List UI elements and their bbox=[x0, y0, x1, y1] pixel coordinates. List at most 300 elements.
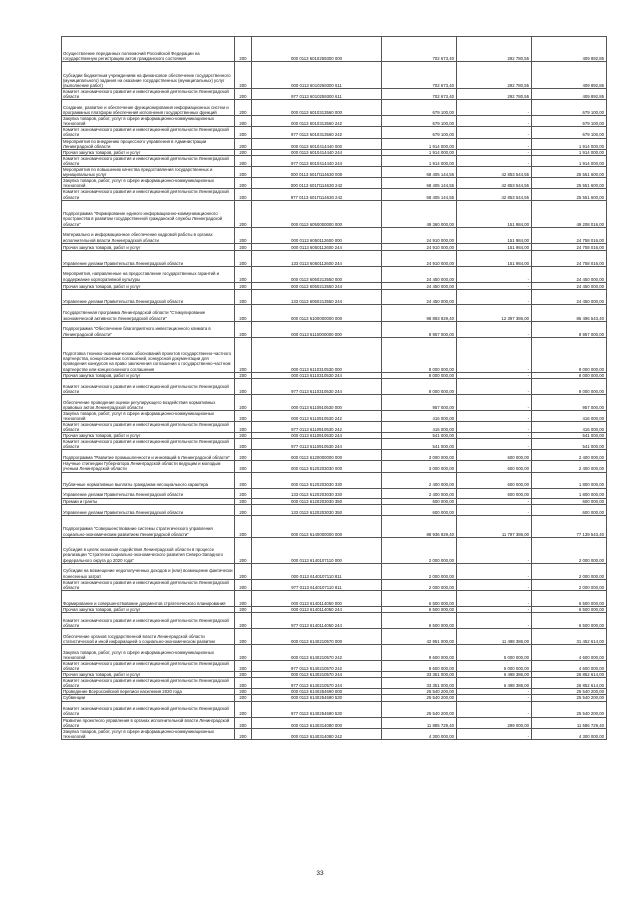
row-kbk: 000 0113 6140254690 000 bbox=[252, 689, 382, 695]
row-name: Подпрограмма "Развитие промышленности и инноваций в Ленинградской области" bbox=[62, 450, 235, 461]
row-remaining: 25 540 200,00 bbox=[532, 689, 607, 695]
table-row bbox=[62, 563, 607, 579]
row-code: 200 bbox=[235, 178, 252, 189]
row-kbk: 000 0113 6110910530 244 bbox=[252, 433, 382, 439]
row-approved: 25 540 200,00 bbox=[382, 689, 457, 695]
row-approved: 4 300 000,00 bbox=[382, 728, 457, 739]
row-executed: 151 984,00 bbox=[457, 200, 532, 227]
table-row bbox=[62, 62, 607, 89]
row-name: Субсидии бюджетным учреждениям на финансовое обеспечение государственного (муниципального) задания на оказание государственных (муниципальных) услуг (выполнение работ) bbox=[62, 62, 235, 89]
budget-table-body bbox=[62, 37, 607, 740]
row-remaining: 24 758 016,00 bbox=[532, 227, 607, 243]
row-executed: - bbox=[457, 439, 532, 450]
row-kbk: 000 0113 6140107110 811 bbox=[252, 563, 382, 579]
row-kbk: 133 0113 6120203030 350 bbox=[252, 504, 382, 515]
row-code: 200 bbox=[235, 378, 252, 394]
row-executed: - bbox=[457, 138, 532, 149]
row-code: 200 bbox=[235, 504, 252, 515]
row-name: Субсидии на возмещение недополученных доходов и (или) возмещение фактически понесенных затрат bbox=[62, 563, 235, 579]
row-name: Комитет экономического развития и инвестиционной деятельности Ленинградской области bbox=[62, 660, 235, 671]
row-remaining: 4 300 000,00 bbox=[532, 728, 607, 739]
row-approved: 679 100,00 bbox=[382, 100, 457, 116]
row-code: 200 bbox=[235, 678, 252, 689]
row-name: Комитет экономического развития и инвестиционной деятельности Ленинградской области bbox=[62, 421, 235, 432]
row-kbk: 000 0113 6140210570 242 bbox=[252, 644, 382, 660]
row-name: Подпрограмма "Формирование единого информационно-коммуникационного пространства в развитии государственной гражданской службы Ленинградской области" bbox=[62, 200, 235, 227]
table-row bbox=[62, 100, 607, 116]
row-executed: 299 000,00 bbox=[457, 717, 532, 728]
row-name: Закупка товаров, работ, услуг в сфере информационно-коммуникационных технологий bbox=[62, 728, 235, 739]
row-remaining: 1 914 000,00 bbox=[532, 155, 607, 166]
row-code: 200 bbox=[235, 689, 252, 695]
row-executed: 292 780,55 bbox=[457, 89, 532, 100]
row-code: 200 bbox=[235, 250, 252, 266]
row-remaining: 1 800 000,00 bbox=[532, 472, 607, 488]
row-executed: - bbox=[457, 127, 532, 138]
row-name: Субсидия в целях оказания содействия Ленинградской области в процессе реализации "Стратегии социально-экономического развития Северо-Западного федерального округа до 2020 года" bbox=[62, 537, 235, 563]
row-executed: 600 000,00 bbox=[457, 461, 532, 472]
row-approved: 416 000,00 bbox=[382, 421, 457, 432]
row-code: 200 bbox=[235, 488, 252, 498]
row-approved: 24 910 000,00 bbox=[382, 243, 457, 250]
row-executed: - bbox=[457, 537, 532, 563]
table-row bbox=[62, 266, 607, 282]
row-code: 200 bbox=[235, 304, 252, 321]
row-executed: - bbox=[457, 563, 532, 579]
row-remaining: 25 551 600,00 bbox=[532, 189, 607, 200]
row-code: 200 bbox=[235, 127, 252, 138]
row-name: Прочая закупка товаров, работ и услуг bbox=[62, 282, 235, 289]
row-name: Прочая закупка товаров, работ и услуг bbox=[62, 606, 235, 612]
row-approved: 6 500 000,00 bbox=[382, 606, 457, 612]
table-row bbox=[62, 155, 607, 166]
row-name: Проведение Всероссийской переписи населения 2020 года bbox=[62, 689, 235, 695]
row-executed: - bbox=[457, 606, 532, 612]
row-name: Подпрограмма "Обеспечение благоприятного инвестиционного климата в Ленинградской области" bbox=[62, 321, 235, 337]
row-remaining: 1 800 000,00 bbox=[532, 488, 607, 498]
row-code: 200 bbox=[235, 579, 252, 590]
row-name: Создание, развитие и обеспечение функционирования информационных систем и программных платформ обеспечения исполнения государственных функций bbox=[62, 100, 235, 116]
row-remaining: 2 000 000,00 bbox=[532, 579, 607, 590]
row-approved: 49 360 000,00 bbox=[382, 200, 457, 227]
row-name: Прочая закупка товаров, работ и услуг bbox=[62, 672, 235, 678]
row-approved: 88 936 929,40 bbox=[382, 515, 457, 537]
table-row bbox=[62, 701, 607, 717]
table-row bbox=[62, 37, 607, 62]
row-approved: 2 400 000,00 bbox=[382, 472, 457, 488]
row-executed: 12 397 386,00 bbox=[457, 304, 532, 321]
row-executed: - bbox=[457, 701, 532, 717]
row-executed: - bbox=[457, 266, 532, 282]
row-name: Закупка товаров, работ, услуг в сфере информационно-коммуникационных технологий bbox=[62, 178, 235, 189]
table-row bbox=[62, 321, 607, 337]
row-approved: 679 100,00 bbox=[382, 116, 457, 127]
row-approved: 679 100,00 bbox=[382, 127, 457, 138]
row-name: Обеспечение проведения оценки регулирующего воздействия нормативных правовых актов Ленинградской области bbox=[62, 394, 235, 410]
row-remaining: 86 496 543,40 bbox=[532, 304, 607, 321]
table-row bbox=[62, 394, 607, 410]
row-executed: 151 984,00 bbox=[457, 227, 532, 243]
row-kbk: 977 0113 601П114630 242 bbox=[252, 189, 382, 200]
row-executed: - bbox=[457, 372, 532, 378]
row-code: 200 bbox=[235, 149, 252, 155]
row-remaining: 8 000 000,00 bbox=[532, 372, 607, 378]
row-code: 200 bbox=[235, 138, 252, 149]
row-name: Подпрограмма "Совершенствование системы стратегического управления социально-экономическим развитием Ленинградской области" bbox=[62, 515, 235, 537]
row-approved: 1 914 000,00 bbox=[382, 149, 457, 155]
row-kbk: 000 0113 6120000000 000 bbox=[252, 450, 382, 461]
row-code: 200 bbox=[235, 628, 252, 644]
row-executed: - bbox=[457, 579, 532, 590]
row-kbk: 000 0113 601П114630 000 bbox=[252, 167, 382, 178]
row-remaining: 49 208 016,00 bbox=[532, 200, 607, 227]
row-executed: - bbox=[457, 394, 532, 410]
row-code: 200 bbox=[235, 321, 252, 337]
table-row bbox=[62, 660, 607, 671]
row-name: Закупка товаров, работ, услуг в сфере информационно-коммуникационных технологий bbox=[62, 116, 235, 127]
row-code: 200 bbox=[235, 337, 252, 372]
row-remaining: 679 100,00 bbox=[532, 116, 607, 127]
row-approved: 33 351 000,00 bbox=[382, 678, 457, 689]
row-name: Мероприятия по повышению качества предоставления государственных и муниципальных услуг bbox=[62, 167, 235, 178]
row-kbk: 977 0113 6010414440 244 bbox=[252, 155, 382, 166]
row-name: Осуществление переданных полномочий Российской Федерации на государственную регистрацию актов гражданского состояния bbox=[62, 37, 235, 62]
row-code: 200 bbox=[235, 498, 252, 504]
row-code: 200 bbox=[235, 266, 252, 282]
row-kbk: 000 0113 6140254690 530 bbox=[252, 695, 382, 701]
row-code: 200 bbox=[235, 394, 252, 410]
row-kbk: 000 0113 6050112600 244 bbox=[252, 243, 382, 250]
row-kbk: 977 0113 6110310530 244 bbox=[252, 378, 382, 394]
row-executed: 600 000,00 bbox=[457, 488, 532, 498]
row-code: 200 bbox=[235, 116, 252, 127]
row-executed: - bbox=[457, 155, 532, 166]
row-name: Подготовка технико-экономических обоснований проектов государственно-частного партнерства, концессионных соглашений, конкурсной документации для проведения конкурсов на право заключения соглашения о государственно-частном партнерстве или концессионного соглашения bbox=[62, 337, 235, 372]
row-approved: 541 000,00 bbox=[382, 439, 457, 450]
table-row bbox=[62, 138, 607, 149]
row-kbk: 977 0113 6140254690 530 bbox=[252, 701, 382, 717]
row-remaining: 2 000 000,00 bbox=[532, 537, 607, 563]
row-remaining: 600 000,00 bbox=[532, 504, 607, 515]
row-name: Комитет экономического развития и инвестиционной деятельности Ленинградской области bbox=[62, 155, 235, 166]
row-remaining: 416 000,00 bbox=[532, 421, 607, 432]
row-name: Публичные нормативные выплаты гражданам несоциального характера bbox=[62, 472, 235, 488]
row-executed: 151 984,00 bbox=[457, 243, 532, 250]
row-name: Управление делами Правительства Ленинградской области bbox=[62, 289, 235, 304]
table-row bbox=[62, 243, 607, 250]
row-executed: 6 498 386,00 bbox=[457, 678, 532, 689]
row-approved: 2 000 000,00 bbox=[382, 579, 457, 590]
row-kbk: 000 0113 6010414440 244 bbox=[252, 149, 382, 155]
row-executed: - bbox=[457, 410, 532, 421]
row-executed: - bbox=[457, 421, 532, 432]
row-remaining: 6 500 000,00 bbox=[532, 612, 607, 628]
table-row bbox=[62, 472, 607, 488]
row-kbk: 977 0113 6140210570 244 bbox=[252, 678, 382, 689]
row-kbk: 000 0113 6050000000 000 bbox=[252, 200, 382, 227]
row-executed: - bbox=[457, 321, 532, 337]
row-kbk: 000 0113 6050213550 000 bbox=[252, 266, 382, 282]
budget-table-page bbox=[61, 36, 606, 740]
row-name: Комитет экономического развития и инвестиционной деятельности Ленинградской области bbox=[62, 701, 235, 717]
row-name: Премии и гранты bbox=[62, 498, 235, 504]
row-code: 200 bbox=[235, 200, 252, 227]
row-kbk: 000 0113 6140210570 244 bbox=[252, 672, 382, 678]
row-kbk: 000 0113 6140314080 242 bbox=[252, 728, 382, 739]
row-executed: 600 000,00 bbox=[457, 450, 532, 461]
row-kbk: 133 0113 6050112600 244 bbox=[252, 250, 382, 266]
row-code: 200 bbox=[235, 590, 252, 606]
table-row bbox=[62, 189, 607, 200]
row-remaining: 11 586 729,40 bbox=[532, 717, 607, 728]
row-code: 200 bbox=[235, 100, 252, 116]
row-code: 200 bbox=[235, 728, 252, 739]
row-approved: 8 957 000,00 bbox=[382, 321, 457, 337]
table-row bbox=[62, 289, 607, 304]
row-name: Комитет экономического развития и инвестиционной деятельности Ленинградской области bbox=[62, 89, 235, 100]
row-remaining: 416 000,00 bbox=[532, 410, 607, 421]
row-remaining: 24 450 000,00 bbox=[532, 282, 607, 289]
row-remaining: 24 450 000,00 bbox=[532, 266, 607, 282]
row-executed: - bbox=[457, 689, 532, 695]
row-remaining: 2 400 000,00 bbox=[532, 450, 607, 461]
table-row bbox=[62, 579, 607, 590]
row-executed: - bbox=[457, 590, 532, 606]
row-approved: 9 600 000,00 bbox=[382, 644, 457, 660]
row-approved: 702 673,40 bbox=[382, 62, 457, 89]
row-kbk: 000 0113 6050112600 000 bbox=[252, 227, 382, 243]
row-code: 200 bbox=[235, 695, 252, 701]
row-kbk: 000 0113 6120203030 350 bbox=[252, 498, 382, 504]
row-name: Управление делами Правительства Ленинградской области bbox=[62, 488, 235, 498]
row-remaining: 957 000,00 bbox=[532, 394, 607, 410]
row-name: Комитет экономического развития и инвестиционной деятельности Ленинградской области bbox=[62, 127, 235, 138]
row-kbk: 000 0113 6110000000 000 bbox=[252, 321, 382, 337]
row-kbk: 000 0113 6110910530 242 bbox=[252, 410, 382, 421]
table-row bbox=[62, 450, 607, 461]
row-remaining: 2 400 000,00 bbox=[532, 461, 607, 472]
row-remaining: 26 852 614,00 bbox=[532, 678, 607, 689]
row-approved: 9 600 000,00 bbox=[382, 660, 457, 671]
row-remaining: 8 957 000,00 bbox=[532, 321, 607, 337]
row-code: 200 bbox=[235, 450, 252, 461]
row-kbk: 977 0113 6110910530 244 bbox=[252, 439, 382, 450]
row-code: 200 bbox=[235, 701, 252, 717]
table-row bbox=[62, 461, 607, 472]
row-executed: 42 853 544,55 bbox=[457, 167, 532, 178]
row-remaining: 26 852 614,00 bbox=[532, 672, 607, 678]
row-executed: 151 984,00 bbox=[457, 250, 532, 266]
row-name: Закупка товаров, работ, услуг в сфере информационно-коммуникационных технологий bbox=[62, 644, 235, 660]
row-approved: 25 540 200,00 bbox=[382, 701, 457, 717]
row-kbk: 000 0113 6140114050 000 bbox=[252, 590, 382, 606]
row-code: 200 bbox=[235, 243, 252, 250]
budget-table bbox=[61, 36, 607, 740]
row-name: Развитие проектного управления в органах исполнительной власти Ленинградской области bbox=[62, 717, 235, 728]
row-remaining: 4 600 000,00 bbox=[532, 660, 607, 671]
table-row bbox=[62, 250, 607, 266]
table-row bbox=[62, 537, 607, 563]
row-executed: - bbox=[457, 728, 532, 739]
row-approved: 541 000,00 bbox=[382, 433, 457, 439]
row-executed: - bbox=[457, 282, 532, 289]
row-remaining: 25 551 600,00 bbox=[532, 178, 607, 189]
row-remaining: 6 500 000,00 bbox=[532, 590, 607, 606]
row-remaining: 541 000,00 bbox=[532, 439, 607, 450]
row-kbk: 133 0113 6050213550 244 bbox=[252, 289, 382, 304]
row-kbk: 000 0113 6140000000 000 bbox=[252, 515, 382, 537]
row-executed: - bbox=[457, 149, 532, 155]
row-name: Управление делами Правительства Ленинградской области bbox=[62, 504, 235, 515]
table-row bbox=[62, 167, 607, 178]
row-kbk: 000 0113 6110310530 000 bbox=[252, 337, 382, 372]
row-approved: 416 000,00 bbox=[382, 410, 457, 421]
row-remaining: 25 540 200,00 bbox=[532, 701, 607, 717]
table-row bbox=[62, 612, 607, 628]
row-approved: 24 910 000,00 bbox=[382, 227, 457, 243]
table-row bbox=[62, 378, 607, 394]
row-approved: 1 914 000,00 bbox=[382, 138, 457, 149]
table-row bbox=[62, 439, 607, 450]
row-remaining: 541 000,00 bbox=[532, 433, 607, 439]
row-approved: 3 000 000,00 bbox=[382, 450, 457, 461]
row-code: 200 bbox=[235, 289, 252, 304]
page-number: 33 bbox=[316, 870, 324, 877]
row-remaining: 8 000 000,00 bbox=[532, 378, 607, 394]
row-executed: - bbox=[457, 695, 532, 701]
row-remaining: 25 551 600,00 bbox=[532, 167, 607, 178]
row-kbk: 977 0113 6140210570 242 bbox=[252, 660, 382, 671]
row-name: Формирование и совершенствование документов стратегического планирования bbox=[62, 590, 235, 606]
row-remaining: 77 139 543,40 bbox=[532, 515, 607, 537]
row-remaining: 31 452 614,00 bbox=[532, 628, 607, 644]
row-remaining: 24 450 000,00 bbox=[532, 289, 607, 304]
row-kbk: 000 0113 6140210570 000 bbox=[252, 628, 382, 644]
row-code: 200 bbox=[235, 410, 252, 421]
row-kbk: 000 0113 6140107110 000 bbox=[252, 537, 382, 563]
row-name: Мероприятия, направленные на предоставление государственных гарантий и поддержание корпоративной культуры bbox=[62, 266, 235, 282]
row-code: 200 bbox=[235, 563, 252, 579]
row-kbk: 000 0113 6140114050 244 bbox=[252, 606, 382, 612]
row-executed: - bbox=[457, 100, 532, 116]
row-approved: 68 405 144,55 bbox=[382, 178, 457, 189]
row-code: 200 bbox=[235, 461, 252, 472]
row-name: Обеспечение органов государственной власти Ленинградской области статистической и иной информацией о социально-экономическом развитии bbox=[62, 628, 235, 644]
row-kbk: 133 0113 6120203030 330 bbox=[252, 488, 382, 498]
row-kbk: 000 0113 6010259300 611 bbox=[252, 62, 382, 89]
row-executed: 42 853 544,55 bbox=[457, 178, 532, 189]
row-kbk: 000 0113 6120203030 000 bbox=[252, 461, 382, 472]
row-approved: 68 405 144,55 bbox=[382, 189, 457, 200]
row-kbk: 000 0113 6140314080 000 bbox=[252, 717, 382, 728]
row-approved: 8 000 000,00 bbox=[382, 378, 457, 394]
row-code: 200 bbox=[235, 167, 252, 178]
row-approved: 6 500 000,00 bbox=[382, 612, 457, 628]
table-row bbox=[62, 200, 607, 227]
row-remaining: 2 000 000,00 bbox=[532, 563, 607, 579]
row-remaining: 24 758 016,00 bbox=[532, 243, 607, 250]
row-name: Прочая закупка товаров, работ и услуг bbox=[62, 433, 235, 439]
row-name: Субвенции bbox=[62, 695, 235, 701]
row-executed: 600 000,00 bbox=[457, 472, 532, 488]
row-executed: 292 780,55 bbox=[457, 37, 532, 62]
row-remaining: 4 600 000,00 bbox=[532, 644, 607, 660]
table-row bbox=[62, 337, 607, 372]
row-approved: 24 450 000,00 bbox=[382, 282, 457, 289]
row-remaining: 25 540 200,00 bbox=[532, 695, 607, 701]
row-kbk: 000 0113 6110310530 244 bbox=[252, 372, 382, 378]
row-approved: 42 951 000,00 bbox=[382, 628, 457, 644]
row-approved: 8 000 000,00 bbox=[382, 372, 457, 378]
row-approved: 2 000 000,00 bbox=[382, 537, 457, 563]
row-kbk: 977 0113 6140114050 244 bbox=[252, 612, 382, 628]
row-executed: - bbox=[457, 612, 532, 628]
row-code: 200 bbox=[235, 189, 252, 200]
row-name: Научные стипендии Губернатора Ленинградской области ведущим и молодым ученым Ленинградской области bbox=[62, 461, 235, 472]
row-executed: 42 853 544,55 bbox=[457, 189, 532, 200]
row-approved: 24 450 000,00 bbox=[382, 266, 457, 282]
table-row bbox=[62, 89, 607, 100]
row-executed: - bbox=[457, 504, 532, 515]
row-approved: 68 405 144,55 bbox=[382, 167, 457, 178]
row-executed: 6 498 386,00 bbox=[457, 672, 532, 678]
row-kbk: 000 0113 6010259300 000 bbox=[252, 37, 382, 62]
table-row bbox=[62, 504, 607, 515]
row-name: Закупка товаров, работ, услуг в сфере информационно-коммуникационных технологий bbox=[62, 410, 235, 421]
row-code: 200 bbox=[235, 606, 252, 612]
row-code: 200 bbox=[235, 612, 252, 628]
row-executed: - bbox=[457, 289, 532, 304]
row-name: Управление делами Правительства Ленинградской области bbox=[62, 250, 235, 266]
row-code: 200 bbox=[235, 282, 252, 289]
table-row bbox=[62, 628, 607, 644]
row-name: Комитет экономического развития и инвестиционной деятельности Ленинградской области bbox=[62, 678, 235, 689]
row-remaining: 409 892,85 bbox=[532, 62, 607, 89]
row-approved: 702 673,40 bbox=[382, 89, 457, 100]
table-row bbox=[62, 127, 607, 138]
row-code: 200 bbox=[235, 660, 252, 671]
row-code: 200 bbox=[235, 37, 252, 62]
row-executed: - bbox=[457, 498, 532, 504]
table-row bbox=[62, 644, 607, 660]
row-name: Комитет экономического развития и инвестиционной деятельности Ленинградской области bbox=[62, 612, 235, 628]
row-code: 200 bbox=[235, 433, 252, 439]
row-name: Прочая закупка товаров, работ и услуг bbox=[62, 243, 235, 250]
row-code: 200 bbox=[235, 515, 252, 537]
row-approved: 3 000 000,00 bbox=[382, 461, 457, 472]
row-code: 200 bbox=[235, 472, 252, 488]
row-executed: - bbox=[457, 433, 532, 439]
row-executed: 11 498 386,00 bbox=[457, 628, 532, 644]
row-name: Мероприятия по внедрению процессного управления в Администрации Ленинградской области bbox=[62, 138, 235, 149]
row-kbk: 000 0113 6010313560 242 bbox=[252, 116, 382, 127]
row-name: Комитет экономического развития и инвестиционной деятельности Ленинградской области bbox=[62, 378, 235, 394]
row-remaining: 8 000 000,00 bbox=[532, 337, 607, 372]
row-kbk: 000 0113 6010414440 000 bbox=[252, 138, 382, 149]
row-code: 200 bbox=[235, 62, 252, 89]
table-row bbox=[62, 410, 607, 421]
row-executed: - bbox=[457, 337, 532, 372]
table-row bbox=[62, 282, 607, 289]
row-name: Прочая закупка товаров, работ и услуг bbox=[62, 372, 235, 378]
row-approved: 600 000,00 bbox=[382, 504, 457, 515]
table-row bbox=[62, 728, 607, 739]
row-executed: - bbox=[457, 378, 532, 394]
row-approved: 98 893 929,40 bbox=[382, 304, 457, 321]
row-name: Комитет экономического развития и инвестиционной деятельности Ленинградской области bbox=[62, 579, 235, 590]
row-remaining: 409 892,85 bbox=[532, 37, 607, 62]
table-row bbox=[62, 678, 607, 689]
